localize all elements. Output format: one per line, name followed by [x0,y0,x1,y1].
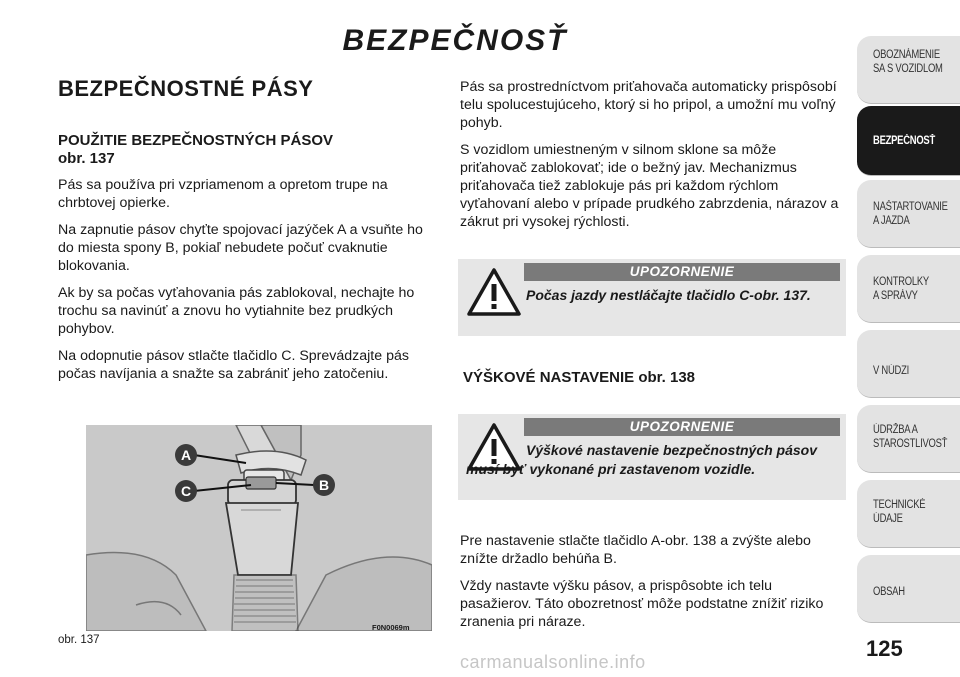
tab-v-nudzi[interactable] [857,330,960,398]
tab-label: OBOZNÁMENIE [873,49,940,61]
subsection-heading-ref: obr. 138 [634,369,696,386]
tab-label: A JAZDA [873,215,910,227]
figure-code: F0N0069m [372,623,410,632]
paragraph: Ak by sa počas vyťahovania pás zablokoval, nechajte ho trochu sa navinúť a znovu ho vytiahnite bez prudkých pohybov. [58,285,415,337]
figure-label-c: C [180,483,192,499]
warning-title: UPOZORNENIE [524,418,840,436]
seatbelt-figure [86,425,432,631]
figure-label-b: B [318,477,330,493]
paragraph: Vždy nastavte výšku pásov, a prispôsobte ich telu pasažierov. Táto obozretnosť môže podstatne znížiť riziko zranenia pri náraze. [460,578,824,630]
watermark: carmanualsonline.info [460,652,646,672]
tab-label: KONTROLKY [873,276,929,288]
warning-text: Výškové nastavenie bezpečnostných pásov musí byť vykonané pri zastavenom vozidle. [466,442,818,477]
page-number: 125 [866,636,903,661]
paragraph: Na odopnutie pásov stlačte tlačidlo C. Sprevádzajte pás počas navíjania a snažte sa zabrániť jeho zatočeniu. [58,348,409,382]
tab-nastartovanie[interactable] [857,180,960,248]
paragraph: Pre nastavenie stlačte tlačidlo A-obr. 138 a zvýšte alebo znížte držadlo behúňa B. [460,533,811,567]
tab-label: SA S VOZIDLOM [873,63,943,75]
paragraph: Na zapnutie pásov chyťte spojovací jazýček A a vsuňte ho do miesta spony B, pokiaľ nebudete počuť cvaknutie blokovania. [58,222,423,274]
subsection-heading-bold: VÝŠKOVÉ NASTAVENIE [463,369,635,386]
tab-label: ÚDAJE [873,513,903,525]
tab-label: A SPRÁVY [873,290,918,302]
paragraph: Pás sa prostredníctvom priťahovača automaticky prispôsobí telu spolucestujúceho, ktorý si ho pripol, a umožní mu voľný pohyb. [460,79,837,131]
right-column [460,78,845,240]
warning-triangle-icon [466,267,522,317]
left-column [58,76,440,392]
tab-technicke-udaje[interactable] [857,480,960,548]
warning-text: Počas jazdy nestláčajte tlačidlo C-obr. 137. [526,287,811,303]
subsection-heading [463,369,695,386]
chapter-sidebar [857,0,960,677]
figure-caption: obr. 137 [58,634,100,646]
tab-udrzba[interactable] [857,405,960,473]
tab-label: NAŠTARTOVANIE [873,201,948,213]
tab-obsah[interactable] [857,555,960,623]
tab-label: TECHNICKÉ [873,499,926,511]
seatbelt-illustration [86,425,432,631]
page-title: BEZPEČNOSŤ [342,24,568,57]
tab-label: STAROSTLIVOSŤ [873,438,948,450]
tab-label: V NÚDZI [873,365,910,377]
tab-kontrolky[interactable] [857,255,960,323]
right-column-lower [460,532,845,640]
figure-label-a: A [180,447,192,463]
tab-bezpecnost[interactable] [857,106,960,176]
tab-label: BEZPEČNOSŤ [873,135,935,147]
warning-title: UPOZORNENIE [524,263,840,281]
subsection-heading-line2: obr. 137 [58,150,115,167]
section-heading: BEZPEČNOSTNÉ PÁSY [58,76,314,101]
tab-label: ÚDRŽBA A [873,424,918,436]
subsection-heading-line1: POUŽITIE BEZPEČNOSTNÝCH PÁSOV [58,132,334,149]
tab-oboznamenie[interactable] [857,36,960,104]
subsection-heading [58,132,440,168]
paragraph: S vozidlom umiestneným v silnom sklone sa môže priťahovač zablokovať; ide o bežný jav. Mechanizmus priťahovača tiež zablokuje pás pri každom rýchlom vyťahovaní alebo v prípade prudkého zabrzdenia, nárazov a zákrut pri vysokej rýchlosti. [460,142,839,230]
paragraph: Pás sa používa pri vzpriamenom a opretom trupe na chrbtovej opierke. [58,177,388,211]
tab-label: OBSAH [873,586,905,598]
